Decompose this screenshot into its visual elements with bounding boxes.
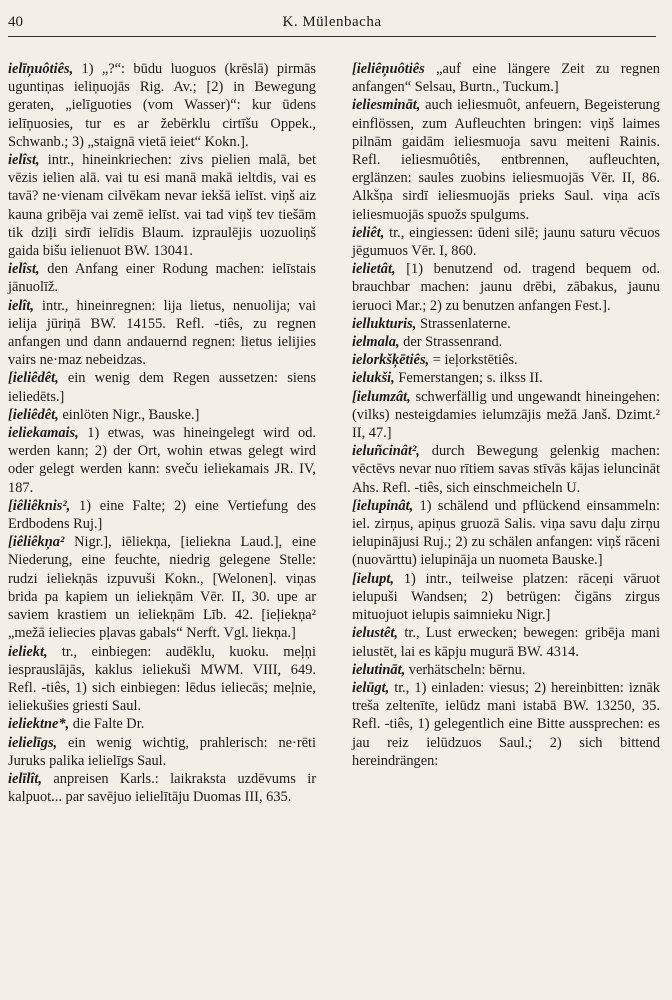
- dictionary-entry: [352, 96, 660, 223]
- entry-text: ein wenig dem Regen aussetzen: siens ieliedēts.]: [8, 370, 316, 405]
- dictionary-entry: [352, 369, 660, 387]
- entry-headword: iellukturis,: [352, 315, 417, 332]
- entry-headword: ielukši,: [352, 370, 395, 387]
- dictionary-entry: [352, 351, 660, 369]
- entry-text: auch ieliesmuôt, anfeuern, Begeisterung einflössen, zum Aufleuchten bringen: viņš laimes pilnām gaidām ieliesmuoja savu meiteni Rainis. Refl. ieliesmuôtiês, entbrennen, aufleuchten, erglänzen: saules zuobins ieliesmuojās Vēr. II, 86. Alkšņa sirdī ieliesmuojās prieks Saul. viņa acīs ieliesmuojās spuožs spulgums.: [352, 97, 660, 223]
- entry-text: tr., Lust erwecken; bewegen: gribēja mani ielustēt, lai es kāpju mugurā BW. 4314.: [352, 625, 660, 660]
- entry-text: tr., eingiessen: ūdeni silē; jaunu saturu vēcuos jēgumuos Vēr. I, 860.: [352, 224, 660, 260]
- dictionary-entry: [8, 297, 316, 370]
- dictionary-entry: [8, 260, 316, 296]
- entry-text: tr., einbiegen: audēklu, kuoku. meļņi iesprauslājās, kaklus ieliekuši MWM. VIII, 649. Refl. -tiês, 1) sich einbiegen: lēdus ieliecās; meļnie, ieliekušies griesti Saul.: [8, 643, 316, 715]
- entry-text: der Strassenrand.: [399, 334, 503, 351]
- entry-text: 1) eine Falte; 2) eine Vertiefung des Erdbodens Ruj.]: [8, 497, 316, 533]
- entry-text: Nigr.], iēliekņa, [ieliekna Laud.], eine Niederung, eine feuchte, niedrig gelegene Stelle: rudzi ieliekņās izpuvuši Kokn., [Welonen]. viņas brida pa kapiem un ieliekņām Vēr. II, 30. upe ar saviem krastiem un ieliekņām Līb. 42. [ieļiekņa² „mežā ieliecies pļavas gabals“ Nerft. Vgl. liekņa.]: [8, 534, 316, 642]
- dictionary-entry: [352, 679, 660, 770]
- dictionary-entry: [352, 388, 660, 443]
- entry-text: die Falte Dr.: [69, 716, 145, 733]
- entry-headword: ielît,: [8, 297, 34, 314]
- right-column: [352, 60, 660, 770]
- running-title: K. Mülenbacha: [282, 14, 382, 30]
- dictionary-entry: [8, 643, 316, 716]
- entry-text: den Anfang einer Rodung machen: ielīstais jānuolīž.: [8, 261, 316, 296]
- entry-text: schwerfällig und ungewandt hineingehen: (vilks) nesteigdamies ielumzājis mežā Janš. Dzimt.² II, 47.]: [352, 388, 660, 442]
- entry-text: 1) „?“: būdu luoguos (krēslā) pirmās uguntiņas ieliņuojās Rig. Av.; [2) in Bewegung geraten, „ielīguoties (vom Wasser)“: kur ūdens ielīņuosies, tur es ar žebērklu cirtīšu Oppek., Schwanb.; 3) „staignā vietā ieiet“ Kokn.].: [8, 61, 316, 150]
- entry-headword: ielīlît,: [8, 770, 42, 787]
- entry-text: intr., hineinregnen: lija lietus, nenuolija; vai ielija jūriņā BW. 14155. Refl. -tiês, zu regnen anfangen und dann andauernd regnen: lietus ielijies vairs ne·maz nebeidzas.: [8, 297, 316, 369]
- entry-headword: ieliekt,: [8, 643, 48, 660]
- entry-text: 1) schälend und pflückend einsammeln: iel. zirņus, apiņus gruozā Salis. viņa savu daļu zirņu ielupinājusi Ruj.; 2) zu schälen anfangen: viņš rāceni (nuovārttu) ielupināja un nuometa Bauske.]: [352, 497, 660, 569]
- entry-headword: ieluñcinât²,: [352, 443, 420, 460]
- entry-headword: ielūgt,: [352, 679, 390, 696]
- dictionary-entry: [8, 734, 316, 770]
- dictionary-entry: [352, 60, 660, 96]
- entry-headword: ielīņuôtiês,: [8, 61, 74, 77]
- entry-headword: [iêliêknis²,: [8, 497, 71, 514]
- entry-text: Strassenlaterne.: [416, 315, 511, 332]
- entry-text: intr., hineinkriechen: zivs pielien malā, bet vēzis ielien alā. vai tu esi manā makā ieltdis, vai es tavā? ne·vienam cilvēkam nevar iekšā ielīst. viņš aiz kauna gribēja vai zemē ielīst. vai tad viņš tev tiešām tik dziļi sirdī ielīdis Blaum. izpraulējis uozuoliņš gaida bišu ielienuot BW. 13041.: [8, 152, 316, 260]
- dictionary-entry: [8, 533, 316, 642]
- entry-headword: [ielupt,: [352, 570, 394, 587]
- dictionary-entry: [8, 424, 316, 497]
- entry-text: 1) etwas, was hineingelegt wird od. werden kann; 2) der Ort, wohin etwas gelegt wird oder gelegt werden kann: sveču ieliekamais JR. IV, 187.: [8, 425, 316, 496]
- entry-headword: ielustêt,: [352, 625, 398, 642]
- entry-headword: ielutināt,: [352, 661, 406, 678]
- dictionary-entry: [8, 497, 316, 533]
- entry-headword: ielîst,: [8, 261, 40, 278]
- entry-headword: [ielupinât,: [352, 497, 414, 514]
- entry-text: anpreisen Karls.: laikraksta uzdēvums ir kalpuot... par savējuo ielielītāju Duomas III, 635.: [8, 770, 316, 806]
- entry-text: verhätscheln: bērnu.: [405, 661, 526, 678]
- dictionary-entry: [352, 661, 660, 679]
- entry-text: = ieļorkstētiês.: [429, 352, 518, 369]
- dictionary-entry: [352, 442, 660, 497]
- entry-text: ein wenig wichtig, prahlerisch: ne·rēti Juruks palika ielielīgs Saul.: [8, 734, 316, 769]
- entry-headword: [ielumzât,: [352, 388, 411, 405]
- entry-headword: ielietât,: [352, 261, 396, 278]
- dictionary-entry: [8, 151, 316, 260]
- entry-headword: ieliekamais,: [8, 425, 79, 442]
- entry-headword: ielmala,: [352, 334, 400, 351]
- dictionary-entry: [352, 333, 660, 351]
- entry-headword: ieliêt,: [352, 224, 385, 241]
- entry-text: tr., 1) einladen: viesus; 2) hereinbitten: iznāk treša zeltenīte, ielūdz mani istabā BW. 13250, 35. Refl. -tiês, 1) gelegentlich eine Bitte aussprechen: es jau reiz ielūdzuos Saul.; 2) sich bittend hereindrängen:: [352, 679, 660, 769]
- entry-headword: [iêliêkņa²: [8, 534, 65, 551]
- dictionary-entry: [352, 224, 660, 260]
- entry-text: 1) intr., teilweise platzen: rāceņi vāruot ielupuši Wandsen; 2) betrügen: čigāns zirgus mituojuot ielupis saimnieku Nigr.]: [352, 570, 660, 624]
- entry-headword: [ieliêdêt,: [8, 370, 59, 387]
- entry-headword: ielorkšķētiês,: [352, 352, 430, 369]
- dictionary-entry: [8, 715, 316, 733]
- dictionary-entry: [8, 406, 316, 424]
- entry-headword: ieliektne*,: [8, 716, 70, 733]
- dictionary-entry: [352, 570, 660, 625]
- entry-text: [1) benutzend od. tragend bequem od. brauchbar machen: jaunu drēbi, zābakus, jaunu ieruoci Mar.; 2) zu benutzen anfangen Fest.].: [352, 261, 660, 314]
- entry-headword: [ieliêņuôtiês: [352, 61, 425, 77]
- dictionary-entry: [352, 624, 660, 660]
- entry-text: „auf eine längere Zeit zu regnen anfangen“ Selsau, Burtn., Tuckum.]: [352, 61, 660, 96]
- entry-text: einlöten Nigr., Bauske.]: [58, 406, 200, 423]
- left-column: [8, 60, 316, 806]
- entry-headword: [ieliêdêt,: [8, 406, 59, 423]
- dictionary-entry: [352, 315, 660, 333]
- page-number: 40: [8, 14, 23, 30]
- dictionary-entry: [8, 60, 316, 151]
- entry-headword: ieliesmināt,: [352, 97, 421, 114]
- entry-headword: ielîst,: [8, 152, 40, 169]
- dictionary-entry: [352, 260, 660, 315]
- entry-headword: ielielīgs,: [8, 734, 58, 751]
- dictionary-entry: [8, 770, 316, 806]
- dictionary-entry: [8, 369, 316, 405]
- dictionary-entry: [352, 497, 660, 570]
- entry-text: durch Bewegung gelenkig machen: vēctēvs nevar nuo rītiem savas stīvās kājas ieluncināt Ahs. Refl. -tiês, sich einschmeicheln U.: [352, 443, 660, 496]
- entry-text: Femerstangen; s. ilkss II.: [394, 370, 543, 387]
- page-header: [8, 14, 656, 37]
